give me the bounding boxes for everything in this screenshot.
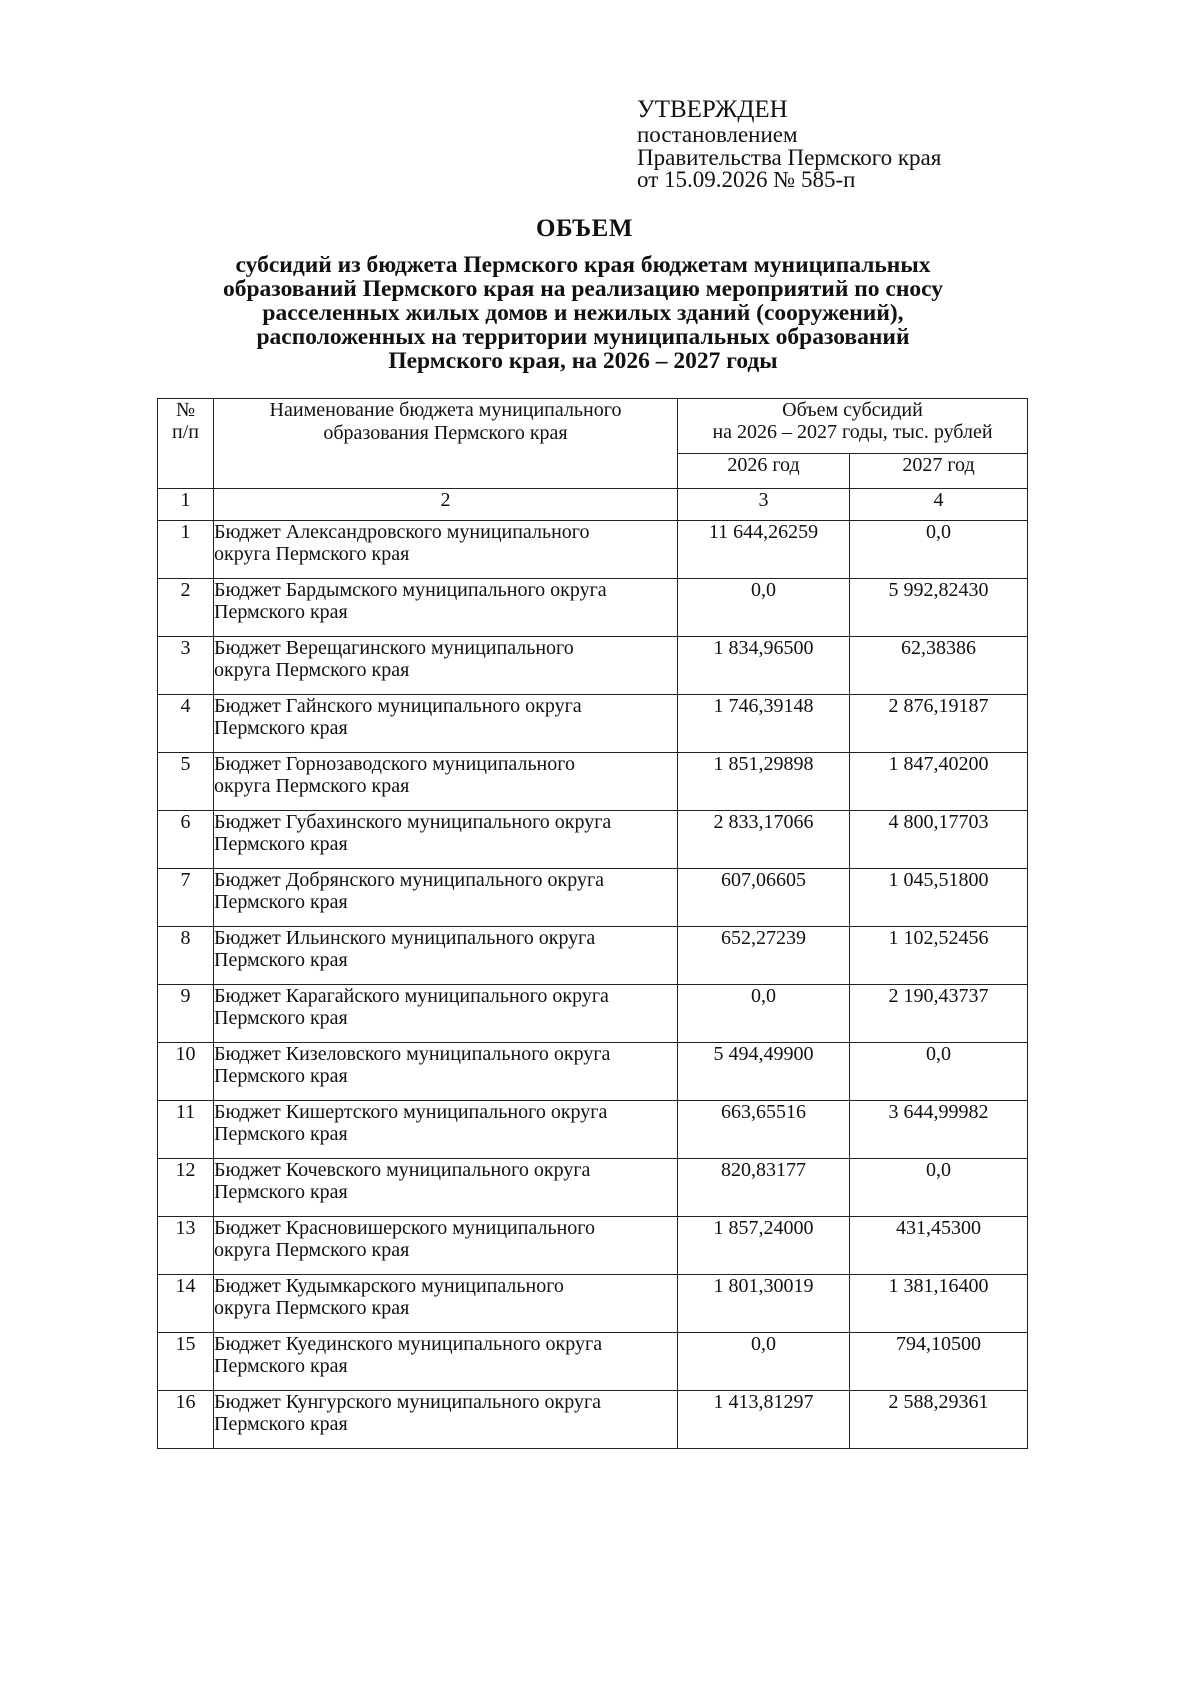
header-num: № п/п — [158, 399, 214, 489]
table-row — [158, 1275, 1028, 1333]
row-value-2027: 431,45300 — [850, 1217, 1028, 1275]
header-year-2026: 2026 год — [678, 454, 850, 489]
table-row — [158, 869, 1028, 927]
row-budget-name-line: Бюджет Верещагинского муниципального — [214, 637, 574, 659]
row-budget-name-line: Пермского края — [214, 891, 348, 913]
document-title: ОБЪЕМ — [536, 215, 633, 242]
row-budget-name-line: округа Пермского края — [214, 1297, 410, 1319]
header-year-2027: 2027 год — [850, 454, 1028, 489]
row-budget-name-line: округа Пермского края — [214, 775, 410, 797]
row-budget-name-line: Бюджет Красновишерского муниципального — [214, 1217, 595, 1239]
row-budget-name — [214, 1333, 678, 1391]
row-budget-name-line: Бюджет Ильинского муниципального округа — [214, 927, 596, 949]
row-number: 2 — [158, 579, 214, 637]
row-budget-name-line: Пермского края — [214, 949, 348, 971]
table-row — [158, 1101, 1028, 1159]
row-budget-name-line: Бюджет Александровского муниципального — [214, 521, 590, 543]
subtitle-line: Пермского края, на 2026 – 2027 годы — [388, 348, 778, 374]
approval-block — [637, 96, 941, 192]
row-value-2027: 4 800,17703 — [850, 811, 1028, 869]
row-budget-name-line: Бюджет Карагайского муниципального округа — [214, 985, 609, 1007]
table-row — [158, 579, 1028, 637]
row-budget-name-line: Бюджет Кудымкарского муниципального — [214, 1275, 564, 1297]
row-value-2027: 3 644,99982 — [850, 1101, 1028, 1159]
subtitle-line: образований Пермского края на реализацию мероприятий по сносу — [222, 276, 944, 302]
row-budget-name-line: Бюджет Куединского муниципального округа — [214, 1333, 603, 1355]
row-number: 7 — [158, 869, 214, 927]
row-number: 5 — [158, 753, 214, 811]
row-budget-name — [214, 869, 678, 927]
row-number: 13 — [158, 1217, 214, 1275]
row-budget-name — [214, 521, 678, 579]
row-value-2027: 0,0 — [850, 521, 1028, 579]
row-value-2026: 0,0 — [678, 579, 850, 637]
row-budget-name — [214, 1275, 678, 1333]
row-number: 11 — [158, 1101, 214, 1159]
subtitle-line: субсидий из бюджета Пермского края бюджетам муниципальных — [235, 252, 931, 278]
row-number: 15 — [158, 1333, 214, 1391]
row-value-2026: 607,06605 — [678, 869, 850, 927]
header-row — [158, 399, 1028, 454]
column-number: 4 — [850, 489, 1028, 521]
table-row — [158, 927, 1028, 985]
row-budget-name-line: Бюджет Губахинского муниципального округа — [214, 811, 612, 833]
row-value-2027: 5 992,82430 — [850, 579, 1028, 637]
row-value-2027: 2 588,29361 — [850, 1391, 1028, 1449]
row-number: 1 — [158, 521, 214, 579]
row-budget-name-line: Бюджет Кишертского муниципального округа — [214, 1101, 608, 1123]
approval-line: Правительства Пермского края — [637, 144, 942, 170]
approval-date-number: от 15.09.2026 № 585-п — [637, 167, 856, 192]
subtitle-line: расселенных жилых домов и нежилых зданий (сооружений), — [262, 300, 904, 326]
row-budget-name-line: Бюджет Гайнского муниципального округа — [214, 695, 582, 717]
row-budget-name-line: Пермского края — [214, 833, 348, 855]
table-row — [158, 637, 1028, 695]
column-number: 2 — [214, 489, 678, 521]
row-value-2026: 2 833,17066 — [678, 811, 850, 869]
row-budget-name-line: Пермского края — [214, 1065, 348, 1087]
row-value-2027: 1 381,16400 — [850, 1275, 1028, 1333]
row-number: 6 — [158, 811, 214, 869]
row-budget-name-line: Бюджет Кизеловского муниципального округа — [214, 1043, 611, 1065]
document-subtitle — [150, 253, 1016, 373]
table-row — [158, 811, 1028, 869]
row-value-2026: 5 494,49900 — [678, 1043, 850, 1101]
row-value-2026: 652,27239 — [678, 927, 850, 985]
row-value-2026: 1 413,81297 — [678, 1391, 850, 1449]
row-budget-name-line: Пермского края — [214, 1007, 348, 1029]
row-value-2026: 820,83177 — [678, 1159, 850, 1217]
row-value-2026: 1 851,29898 — [678, 753, 850, 811]
row-value-2027: 1 102,52456 — [850, 927, 1028, 985]
row-budget-name-line: Пермского края — [214, 1123, 348, 1145]
row-value-2027: 1 045,51800 — [850, 869, 1028, 927]
row-budget-name-line: Бюджет Бардымского муниципального округа — [214, 579, 607, 601]
row-value-2026: 11 644,26259 — [678, 521, 850, 579]
subtitle-line: расположенных на территории муниципальных образований — [256, 324, 910, 350]
row-value-2027: 0,0 — [850, 1159, 1028, 1217]
row-budget-name — [214, 1159, 678, 1217]
row-budget-name — [214, 1217, 678, 1275]
row-budget-name — [214, 927, 678, 985]
row-value-2026: 0,0 — [678, 985, 850, 1043]
header-subsidy-volume: Объем субсидий на 2026 – 2027 годы, тыс. рублей — [678, 399, 1028, 454]
row-value-2026: 663,65516 — [678, 1101, 850, 1159]
row-budget-name — [214, 1043, 678, 1101]
row-value-2027: 2 190,43737 — [850, 985, 1028, 1043]
row-budget-name-line: Пермского края — [214, 717, 348, 739]
column-number: 3 — [678, 489, 850, 521]
column-number: 1 — [158, 489, 214, 521]
table-row — [158, 1159, 1028, 1217]
row-budget-name-line: Бюджет Добрянского муниципального округа — [214, 869, 605, 891]
row-budget-name-line: Бюджет Горнозаводского муниципального — [214, 753, 575, 775]
row-budget-name — [214, 579, 678, 637]
row-budget-name — [214, 811, 678, 869]
row-budget-name-line: округа Пермского края — [214, 543, 410, 565]
table-row — [158, 1391, 1028, 1449]
row-budget-name — [214, 1391, 678, 1449]
row-budget-name — [214, 695, 678, 753]
row-value-2026: 1 857,24000 — [678, 1217, 850, 1275]
row-number: 10 — [158, 1043, 214, 1101]
row-value-2027: 0,0 — [850, 1043, 1028, 1101]
approval-line: постановлением — [637, 122, 798, 147]
row-budget-name — [214, 753, 678, 811]
row-budget-name-line: Пермского края — [214, 1413, 348, 1435]
row-budget-name — [214, 1101, 678, 1159]
table-row — [158, 985, 1028, 1043]
row-number: 4 — [158, 695, 214, 753]
row-number: 12 — [158, 1159, 214, 1217]
table-row — [158, 521, 1028, 579]
column-numbers-row — [158, 489, 1028, 521]
row-budget-name-line: Пермского края — [214, 1181, 348, 1203]
row-number: 9 — [158, 985, 214, 1043]
row-number: 3 — [158, 637, 214, 695]
row-number: 14 — [158, 1275, 214, 1333]
row-budget-name — [214, 637, 678, 695]
table-row — [158, 1217, 1028, 1275]
table-row — [158, 695, 1028, 753]
row-value-2026: 1 746,39148 — [678, 695, 850, 753]
row-number: 8 — [158, 927, 214, 985]
row-budget-name — [214, 985, 678, 1043]
row-value-2026: 1 801,30019 — [678, 1275, 850, 1333]
table-row — [158, 1043, 1028, 1101]
row-value-2026: 0,0 — [678, 1333, 850, 1391]
row-budget-name-line: Пермского края — [214, 601, 348, 623]
subsidy-table — [157, 398, 1028, 1449]
row-value-2027: 794,10500 — [850, 1333, 1028, 1391]
row-value-2027: 2 876,19187 — [850, 695, 1028, 753]
header-budget-name: Наименование бюджета муниципального образования Пермского края — [214, 399, 678, 489]
row-budget-name-line: Бюджет Кочевского муниципального округа — [214, 1159, 591, 1181]
row-number: 16 — [158, 1391, 214, 1449]
row-budget-name-line: округа Пермского края — [214, 1239, 410, 1261]
row-budget-name-line: Пермского края — [214, 1355, 348, 1377]
row-value-2027: 1 847,40200 — [850, 753, 1028, 811]
row-value-2026: 1 834,96500 — [678, 637, 850, 695]
approval-approved: УТВЕРЖДЕН — [637, 96, 788, 123]
table-row — [158, 1333, 1028, 1391]
row-value-2027: 62,38386 — [850, 637, 1028, 695]
row-budget-name-line: округа Пермского края — [214, 659, 410, 681]
row-budget-name-line: Бюджет Кунгурского муниципального округа — [214, 1391, 602, 1413]
table-row — [158, 753, 1028, 811]
